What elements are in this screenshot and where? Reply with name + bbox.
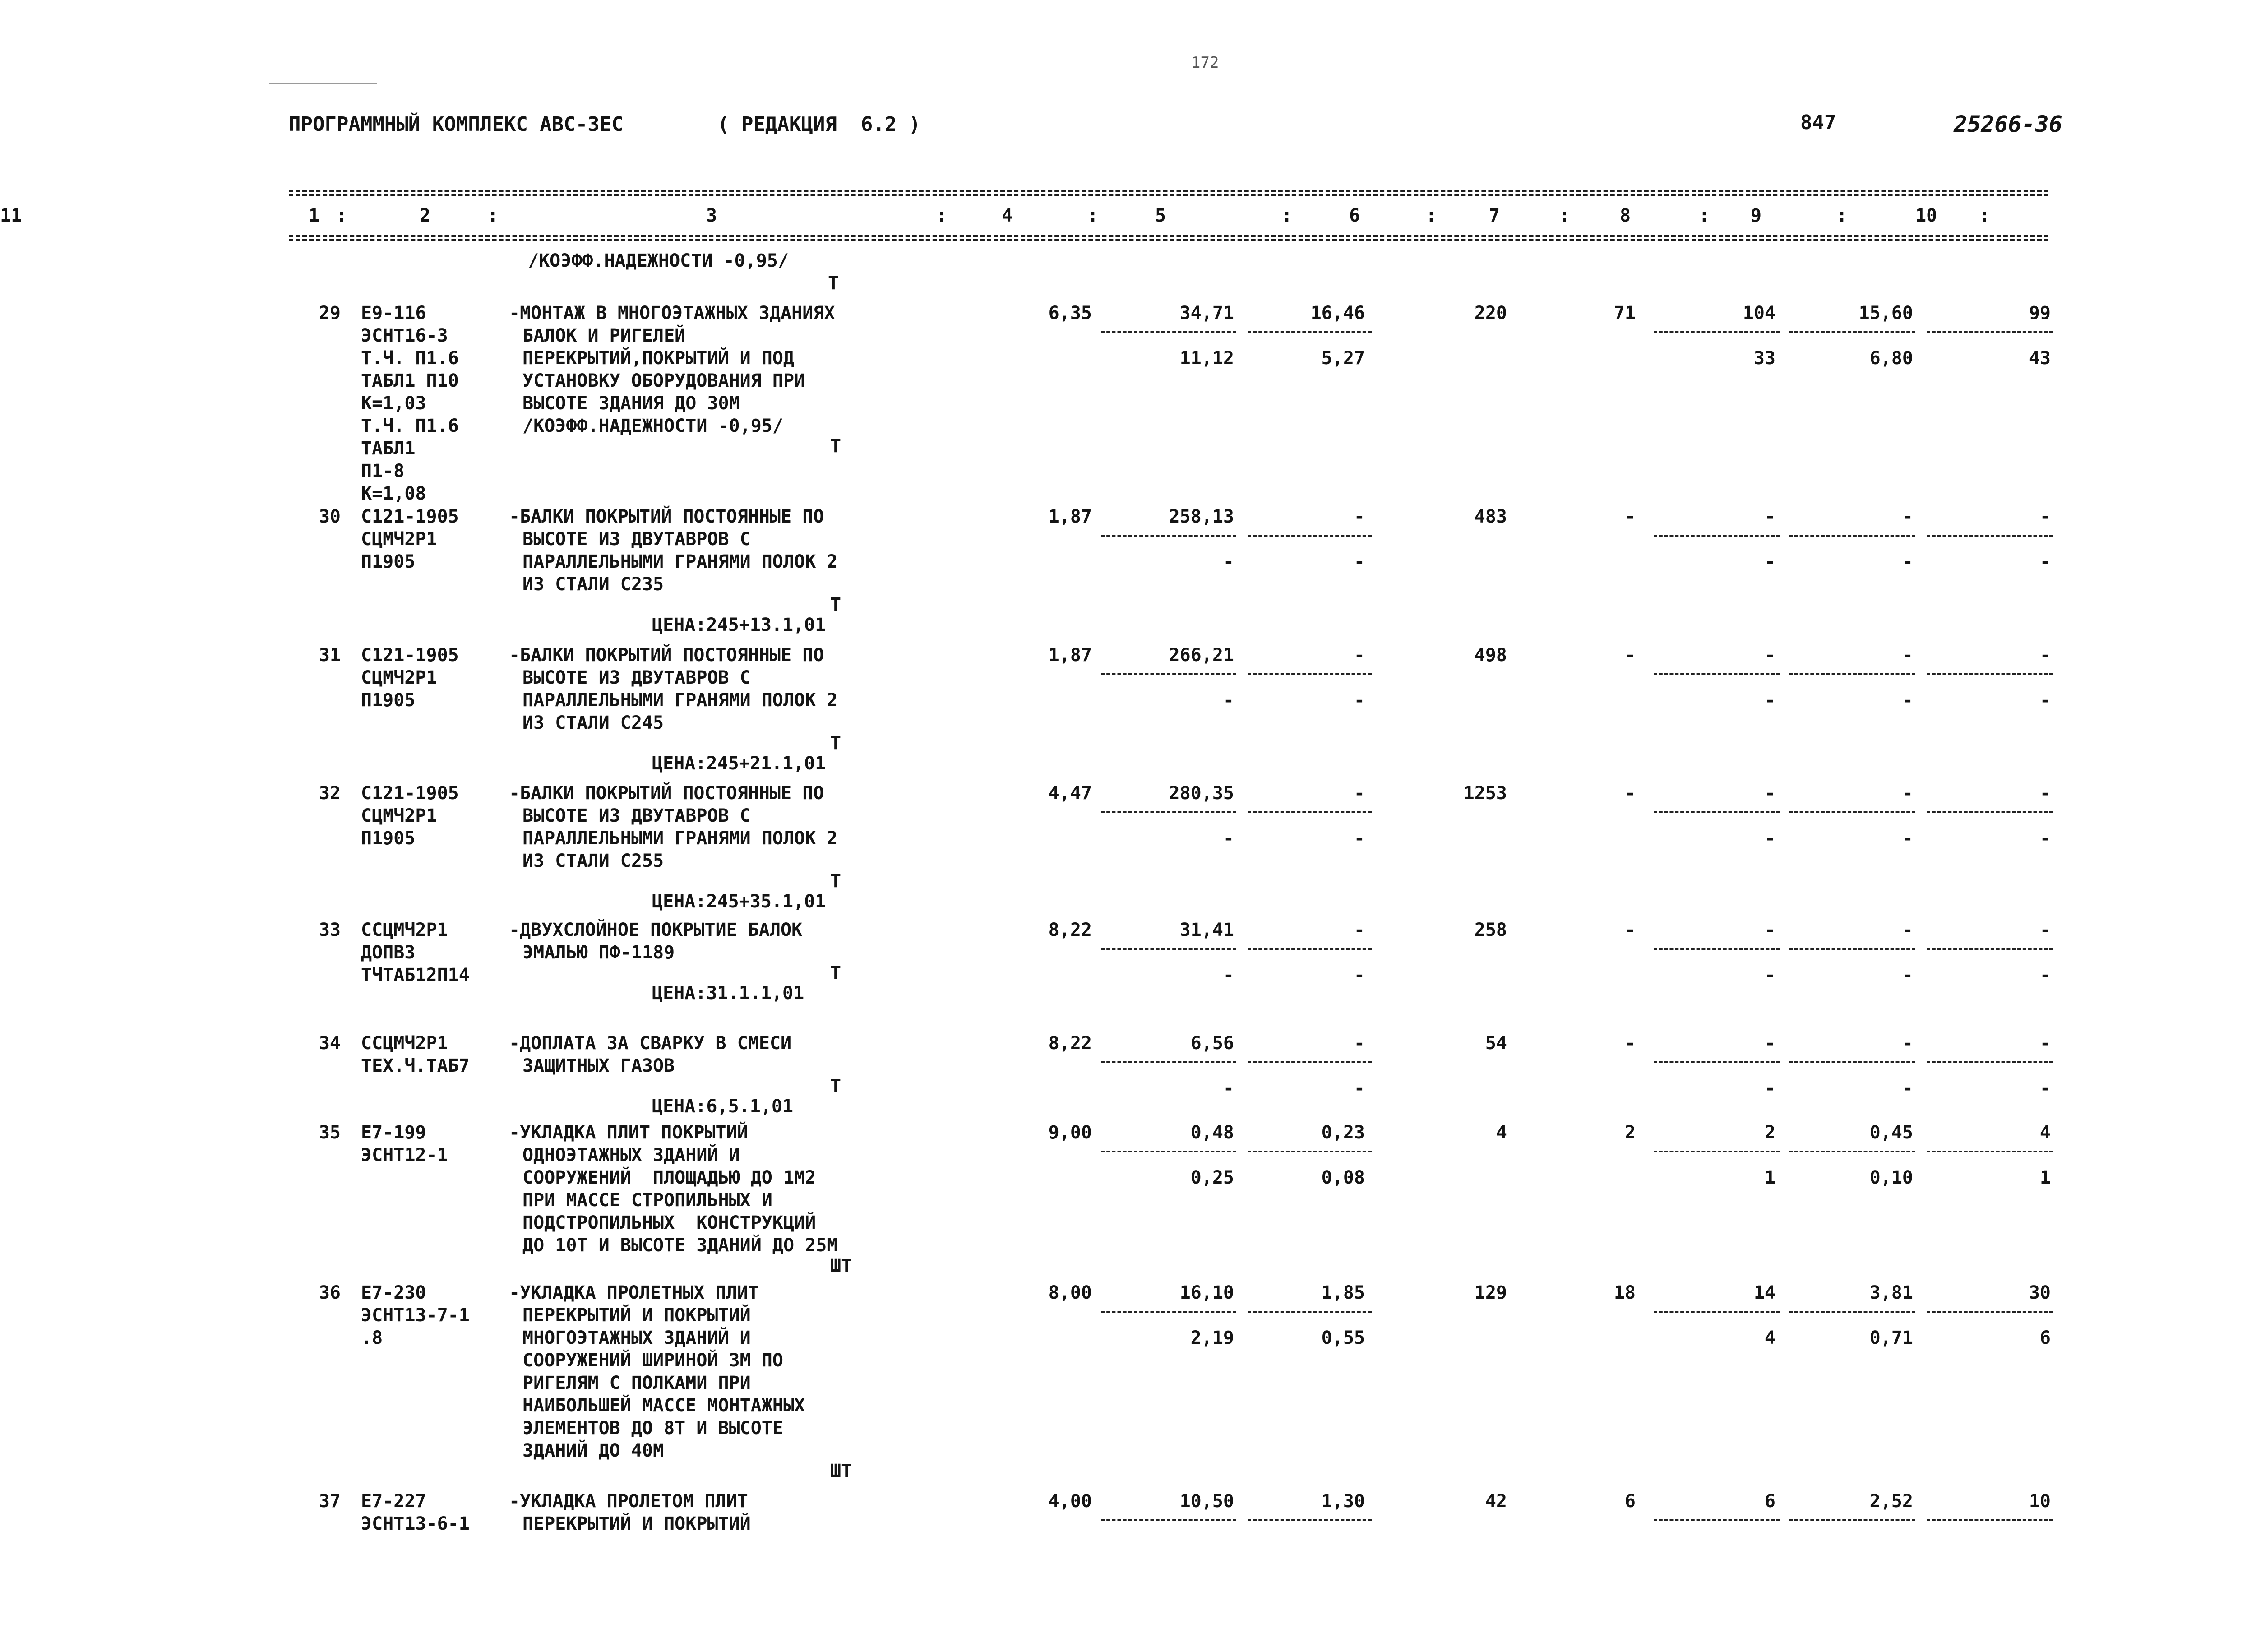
wage-cost: - (1624, 645, 1636, 666)
total-cost: 498 (1474, 645, 1507, 666)
value-c10-lower: - (1902, 828, 1913, 849)
total-cost: 258 (1474, 920, 1507, 940)
work-description: СООРУЖЕНИЙ ШИРИНОЙ 3М ПО (522, 1350, 783, 1371)
rate-code: ССЦМЧ2Р1 (361, 920, 448, 940)
value-divider (1927, 1311, 2053, 1313)
column-separator: : (487, 205, 499, 226)
quantity: 8,00 (1048, 1282, 1092, 1303)
value-c6-lower: - (1354, 1078, 1365, 1099)
value-c11: - (2039, 645, 2051, 666)
value-c5: 266,21 (1169, 645, 1234, 666)
unit-of-measure: ШТ (830, 1461, 852, 1481)
row-number: 32 (319, 783, 341, 804)
rate-code: П1-8 (361, 461, 405, 481)
value-c9: - (1764, 1033, 1775, 1054)
work-description: УСТАНОВКУ ОБОРУДОВАНИЯ ПРИ (522, 370, 805, 391)
value-c6: 1,85 (1321, 1282, 1365, 1303)
value-c6-lower: 0,55 (1321, 1328, 1365, 1348)
total-cost: 42 (1485, 1491, 1507, 1512)
work-description: ЭЛЕМЕНТОВ ДО 8Т И ВЫСОТЕ (522, 1418, 783, 1439)
row-number: 29 (319, 303, 341, 324)
column-number: 9 (1751, 205, 1762, 226)
value-c9: 104 (1743, 303, 1775, 324)
row-number: 30 (319, 506, 341, 527)
value-divider (1654, 948, 1780, 950)
value-divider (1248, 673, 1372, 675)
column-separator: : (1559, 205, 1570, 226)
column-number: 8 (1620, 205, 1631, 226)
value-c9: 2 (1764, 1122, 1775, 1143)
work-description: ПРИ МАССЕ СТРОПИЛЬНЫХ И (522, 1190, 772, 1211)
work-description: ИЗ СТАЛИ С255 (522, 851, 664, 871)
value-divider (1654, 1061, 1780, 1063)
value-divider (1248, 948, 1372, 950)
work-description: ВЫСОТЕ ИЗ ДВУТАВРОВ С (522, 805, 751, 826)
value-divider (1789, 1061, 1915, 1063)
total-cost: 483 (1474, 506, 1507, 527)
quantity: 1,87 (1048, 506, 1092, 527)
value-c6-lower: 0,08 (1321, 1167, 1365, 1188)
value-c10: - (1902, 506, 1913, 527)
column-separator: : (1699, 205, 1710, 226)
work-description: ВЫСОТЕ ИЗ ДВУТАВРОВ С (522, 667, 751, 688)
value-c11: 30 (2029, 1282, 2051, 1303)
unit-of-measure: Т (830, 594, 841, 615)
value-c6: 0,23 (1321, 1122, 1365, 1143)
work-description: ПЕРЕКРЫТИЙ И ПОКРЫТИЙ (522, 1513, 751, 1534)
work-description: СООРУЖЕНИЙ ПЛОЩАДЬЮ ДО 1М2 (522, 1167, 816, 1188)
value-c10: 2,52 (1869, 1491, 1913, 1512)
rate-code: ТАБЛ1 П10 (361, 370, 459, 391)
sheet-number: 847 (1800, 111, 1836, 134)
value-c6-lower: - (1354, 965, 1365, 986)
value-c9-lower: 4 (1764, 1328, 1775, 1348)
column-number: 6 (1349, 205, 1360, 226)
work-description: ПЕРЕКРЫТИЙ И ПОКРЫТИЙ (522, 1305, 751, 1326)
work-description: ДО 10Т И ВЫСОТЕ ЗДАНИЙ ДО 25М (522, 1235, 838, 1256)
value-c10-lower: - (1902, 551, 1913, 572)
value-c6: - (1354, 1033, 1365, 1054)
header-rule-bottom (289, 235, 2048, 237)
value-c6: 1,30 (1321, 1491, 1365, 1512)
value-c11-lower: - (2039, 828, 2051, 849)
value-divider (1248, 811, 1372, 813)
work-description: ЭМАЛЬЮ ПФ-1189 (522, 942, 675, 963)
rate-code: ТАБЛ1 (361, 438, 416, 459)
column-separator: : (1281, 205, 1293, 226)
quantity: 9,00 (1048, 1122, 1092, 1143)
total-cost: 129 (1474, 1282, 1507, 1303)
value-c11-lower: - (2039, 1078, 2051, 1099)
value-c11: - (2039, 506, 2051, 527)
value-divider (1101, 1151, 1236, 1152)
unit-of-measure: Т (830, 963, 841, 983)
value-c10: - (1902, 920, 1913, 940)
value-divider (1654, 535, 1780, 537)
value-divider (1654, 1519, 1780, 1521)
value-c9-lower: 1 (1764, 1167, 1775, 1188)
work-description: ЗАЩИТНЫХ ГАЗОВ (522, 1055, 675, 1076)
work-description: -УКЛАДКА ПРОЛЕТНЫХ ПЛИТ (509, 1282, 759, 1303)
value-c10: - (1902, 783, 1913, 804)
value-divider (1101, 1061, 1236, 1063)
value-c11-lower: - (2039, 690, 2051, 711)
wage-cost: 2 (1624, 1122, 1636, 1143)
value-c9-lower: - (1764, 828, 1775, 849)
value-c5: 6,56 (1190, 1033, 1234, 1054)
value-c10: 0,45 (1869, 1122, 1913, 1143)
value-divider (1927, 1151, 2053, 1152)
value-c9-lower: - (1764, 690, 1775, 711)
value-c11: - (2039, 1033, 2051, 1054)
work-description: ВЫСОТЕ ИЗ ДВУТАВРОВ С (522, 529, 751, 550)
work-description: ПЕРЕКРЫТИЙ,ПОКРЫТИЙ И ПОД (522, 348, 795, 369)
value-c9-lower: - (1764, 551, 1775, 572)
work-description: ИЗ СТАЛИ С245 (522, 713, 664, 733)
carry-unit: Т (828, 273, 839, 294)
value-c10: 3,81 (1869, 1282, 1913, 1303)
price-formula: ЦЕНА:245+21.1,01 (652, 753, 826, 774)
work-description: -БАЛКИ ПОКРЫТИЙ ПОСТОЯННЫЕ ПО (509, 645, 824, 666)
unit-of-measure: Т (830, 436, 841, 457)
value-c6: - (1354, 645, 1365, 666)
column-separator: : (1426, 205, 1437, 226)
work-description: ВЫСОТЕ ЗДАНИЯ ДО 30М (522, 393, 740, 414)
value-c9: - (1764, 506, 1775, 527)
work-description: /КОЭФФ.НАДЕЖНОСТИ -0,95/ (522, 416, 783, 436)
quantity: 1,87 (1048, 645, 1092, 666)
row-number: 34 (319, 1033, 341, 1054)
value-divider (1789, 1151, 1915, 1152)
header-rule-top (289, 190, 2048, 192)
value-c11-lower: 6 (2039, 1328, 2051, 1348)
wage-cost: 71 (1613, 303, 1636, 324)
value-c6: - (1354, 506, 1365, 527)
value-c9-lower: - (1764, 965, 1775, 986)
page-mark: 172 (1191, 54, 1219, 72)
total-cost: 54 (1485, 1033, 1507, 1054)
value-c11: 10 (2029, 1491, 2051, 1512)
column-number: 2 (420, 205, 431, 226)
work-description: ЗДАНИЙ ДО 40М (522, 1440, 664, 1461)
price-formula: ЦЕНА:6,5.1,01 (652, 1096, 794, 1117)
value-divider (1101, 673, 1236, 675)
work-description: МНОГОЭТАЖНЫХ ЗДАНИЙ И (522, 1328, 751, 1348)
header-rule-top-2 (289, 194, 2048, 196)
unit-of-measure: Т (830, 1076, 841, 1097)
total-cost: 4 (1496, 1122, 1507, 1143)
work-description: ПОДСТРОПИЛЬНЫХ КОНСТРУКЦИЙ (522, 1212, 816, 1233)
rate-code: ЭСНТ16-3 (361, 325, 448, 346)
rate-code: ЭСНТ13-7-1 (361, 1305, 470, 1326)
value-divider (1789, 1311, 1915, 1313)
value-c5: 0,48 (1190, 1122, 1234, 1143)
value-c6-lower: - (1354, 828, 1365, 849)
work-description: РИГЕЛЯМ С ПОЛКАМИ ПРИ (522, 1373, 751, 1393)
unit-of-measure: Т (830, 871, 841, 892)
value-c9-lower: 33 (1753, 348, 1775, 369)
value-divider (1101, 331, 1236, 333)
value-divider (1927, 948, 2053, 950)
rate-code: СЦМЧ2Р1 (361, 667, 437, 688)
value-divider (1789, 331, 1915, 333)
value-c5: 34,71 (1179, 303, 1234, 324)
value-c6: - (1354, 920, 1365, 940)
value-c5-lower: 2,19 (1190, 1328, 1234, 1348)
value-divider (1789, 948, 1915, 950)
rate-code: Т.Ч. П1.6 (361, 348, 459, 369)
rate-code: ЭСНТ13-6-1 (361, 1513, 470, 1534)
total-cost: 1253 (1463, 783, 1507, 804)
value-c11-lower: - (2039, 551, 2051, 572)
header-rule-bottom-2 (289, 239, 2048, 241)
value-divider (1789, 535, 1915, 537)
row-number: 33 (319, 920, 341, 940)
value-divider (1654, 1311, 1780, 1313)
row-number: 36 (319, 1282, 341, 1303)
rate-code: Е7-227 (361, 1491, 426, 1512)
work-description: ПАРАЛЛЕЛЬНЫМИ ГРАНЯМИ ПОЛОК 2 (522, 828, 838, 849)
value-divider (1248, 535, 1372, 537)
rate-code: ЭСНТ12-1 (361, 1145, 448, 1166)
column-number: 4 (1002, 205, 1013, 226)
wage-cost: - (1624, 920, 1636, 940)
wage-cost: - (1624, 783, 1636, 804)
value-c5: 10,50 (1179, 1491, 1234, 1512)
value-c10: - (1902, 1033, 1913, 1054)
value-c11: 99 (2029, 303, 2051, 324)
total-cost: 220 (1474, 303, 1507, 324)
carry-line: /КОЭФФ.НАДЕЖНОСТИ -0,95/ (528, 250, 789, 271)
rate-code: П1905 (361, 690, 416, 711)
quantity: 8,22 (1048, 920, 1092, 940)
column-number: 7 (1489, 205, 1500, 226)
value-divider (1927, 1519, 2053, 1521)
value-c11: 4 (2039, 1122, 2051, 1143)
value-c9: - (1764, 920, 1775, 940)
rate-code: К=1,08 (361, 483, 426, 504)
work-description: -БАЛКИ ПОКРЫТИЙ ПОСТОЯННЫЕ ПО (509, 506, 824, 527)
rate-code: СЦМЧ2Р1 (361, 805, 437, 826)
value-c5-lower: - (1223, 690, 1234, 711)
value-c6-lower: 5,27 (1321, 348, 1365, 369)
work-description: -ДОПЛАТА ЗА СВАРКУ В СМЕСИ (509, 1033, 792, 1054)
rate-code: ТЧТАБ12П14 (361, 965, 470, 986)
rate-code: ССЦМЧ2Р1 (361, 1033, 448, 1054)
rate-code: ДОПВ3 (361, 942, 416, 963)
value-divider (1248, 1311, 1372, 1313)
value-divider (1927, 673, 2053, 675)
value-c6: 16,46 (1310, 303, 1365, 324)
value-c10-lower: 0,10 (1869, 1167, 1913, 1188)
value-c5-lower: - (1223, 1078, 1234, 1099)
value-c5: 280,35 (1169, 783, 1234, 804)
value-divider (1101, 1519, 1236, 1521)
value-divider (1101, 1311, 1236, 1313)
value-c10-lower: - (1902, 1078, 1913, 1099)
value-divider (1248, 331, 1372, 333)
value-c5: 16,10 (1179, 1282, 1234, 1303)
rate-code: ТЕХ.Ч.ТАБ7 (361, 1055, 470, 1076)
value-divider (1101, 811, 1236, 813)
value-c6-lower: - (1354, 551, 1365, 572)
rate-code: Т.Ч. П1.6 (361, 416, 459, 436)
rate-code: П1905 (361, 551, 416, 572)
rate-code: СЦМЧ2Р1 (361, 529, 437, 550)
quantity: 4,00 (1048, 1491, 1092, 1512)
value-c9: - (1764, 645, 1775, 666)
value-c9-lower: - (1764, 1078, 1775, 1099)
work-description: ИЗ СТАЛИ С235 (522, 574, 664, 595)
value-c9: 14 (1753, 1282, 1775, 1303)
column-number: 5 (1155, 205, 1166, 226)
column-number: 10 (1915, 205, 1937, 226)
value-c10-lower: - (1902, 690, 1913, 711)
column-separator: : (1087, 205, 1099, 226)
rate-code: Е7-230 (361, 1282, 426, 1303)
value-divider (1654, 673, 1780, 675)
quantity: 8,22 (1048, 1033, 1092, 1054)
column-separator: : (1836, 205, 1848, 226)
price-formula: ЦЕНА:245+35.1,01 (652, 891, 826, 912)
value-c10-lower: - (1902, 965, 1913, 986)
value-divider (1654, 811, 1780, 813)
value-divider (1927, 811, 2053, 813)
work-description: -ДВУХСЛОЙНОЕ ПОКРЫТИЕ БАЛОК (509, 920, 803, 940)
value-divider (1789, 1519, 1915, 1521)
value-c10-lower: 0,71 (1869, 1328, 1913, 1348)
column-separator: : (336, 205, 347, 226)
work-description: -МОНТАЖ В МНОГОЭТАЖНЫХ ЗДАНИЯХ (509, 303, 835, 324)
rate-code: Е9-116 (361, 303, 426, 324)
work-description: ПАРАЛЛЕЛЬНЫМИ ГРАНЯМИ ПОЛОК 2 (522, 690, 838, 711)
value-c10: - (1902, 645, 1913, 666)
column-separator: : (1979, 205, 1990, 226)
value-divider (1101, 948, 1236, 950)
value-divider (1654, 331, 1780, 333)
price-formula: ЦЕНА:245+13.1,01 (652, 615, 826, 635)
value-c6: - (1354, 783, 1365, 804)
rate-code: С121-1905 (361, 506, 459, 527)
value-c10: 15,60 (1858, 303, 1913, 324)
rate-code: .8 (361, 1328, 383, 1348)
value-c5-lower: 0,25 (1190, 1167, 1234, 1188)
unit-of-measure: Т (830, 733, 841, 754)
quantity: 4,47 (1048, 783, 1092, 804)
work-description: ПАРАЛЛЕЛЬНЫМИ ГРАНЯМИ ПОЛОК 2 (522, 551, 838, 572)
row-number: 37 (319, 1491, 341, 1512)
column-number: 1 (309, 205, 320, 226)
value-divider (1248, 1061, 1372, 1063)
value-c5: 258,13 (1169, 506, 1234, 527)
value-c9: 6 (1764, 1491, 1775, 1512)
work-description: -УКЛАДКА ПРОЛЕТОМ ПЛИТ (509, 1491, 748, 1512)
value-divider (1927, 1061, 2053, 1063)
scan-rule (269, 83, 377, 84)
value-c5-lower: - (1223, 828, 1234, 849)
rate-code: С121-1905 (361, 783, 459, 804)
value-divider (1101, 535, 1236, 537)
unit-of-measure: ШТ (830, 1255, 852, 1276)
value-c5-lower: - (1223, 551, 1234, 572)
work-description: ОДНОЭТАЖНЫХ ЗДАНИЙ И (522, 1145, 740, 1166)
wage-cost: - (1624, 1033, 1636, 1054)
value-divider (1789, 673, 1915, 675)
column-number: 11 (0, 205, 22, 226)
value-c5-lower: 11,12 (1179, 348, 1234, 369)
price-formula: ЦЕНА:31.1.1,01 (652, 983, 804, 1004)
value-c11-lower: 1 (2039, 1167, 2051, 1188)
value-divider (1789, 811, 1915, 813)
value-c10-lower: 6,80 (1869, 348, 1913, 369)
value-c11-lower: 43 (2029, 348, 2051, 369)
work-description: НАИБОЛЬШЕЙ МАССЕ МОНТАЖНЫХ (522, 1395, 805, 1416)
wage-cost: 6 (1624, 1491, 1636, 1512)
row-number: 35 (319, 1122, 341, 1143)
wage-cost: - (1624, 506, 1636, 527)
value-divider (1927, 535, 2053, 537)
work-description: БАЛОК И РИГЕЛЕЙ (522, 325, 686, 346)
program-title: ПРОГРАММНЫЙ КОМПЛЕКС АВС-ЗЕС (289, 113, 624, 136)
value-c11: - (2039, 920, 2051, 940)
value-c11: - (2039, 783, 2051, 804)
value-c5: 31,41 (1179, 920, 1234, 940)
document-number: 25266-36 (1954, 111, 2062, 137)
rate-code: К=1,03 (361, 393, 426, 414)
rate-code: С121-1905 (361, 645, 459, 666)
work-description: -УКЛАДКА ПЛИТ ПОКРЫТИЙ (509, 1122, 748, 1143)
work-description: -БАЛКИ ПОКРЫТИЙ ПОСТОЯННЫЕ ПО (509, 783, 824, 804)
column-number: 3 (706, 205, 717, 226)
row-number: 31 (319, 645, 341, 666)
quantity: 6,35 (1048, 303, 1092, 324)
column-separator: : (936, 205, 948, 226)
wage-cost: 18 (1613, 1282, 1636, 1303)
value-divider (1248, 1519, 1372, 1521)
value-c11-lower: - (2039, 965, 2051, 986)
value-c6-lower: - (1354, 690, 1365, 711)
rate-code: Е7-199 (361, 1122, 426, 1143)
value-divider (1927, 331, 2053, 333)
rate-code: П1905 (361, 828, 416, 849)
value-divider (1248, 1151, 1372, 1152)
value-divider (1654, 1151, 1780, 1152)
value-c5-lower: - (1223, 965, 1234, 986)
edition: ( РЕДАКЦИЯ 6.2 ) (717, 113, 921, 136)
value-c9: - (1764, 783, 1775, 804)
